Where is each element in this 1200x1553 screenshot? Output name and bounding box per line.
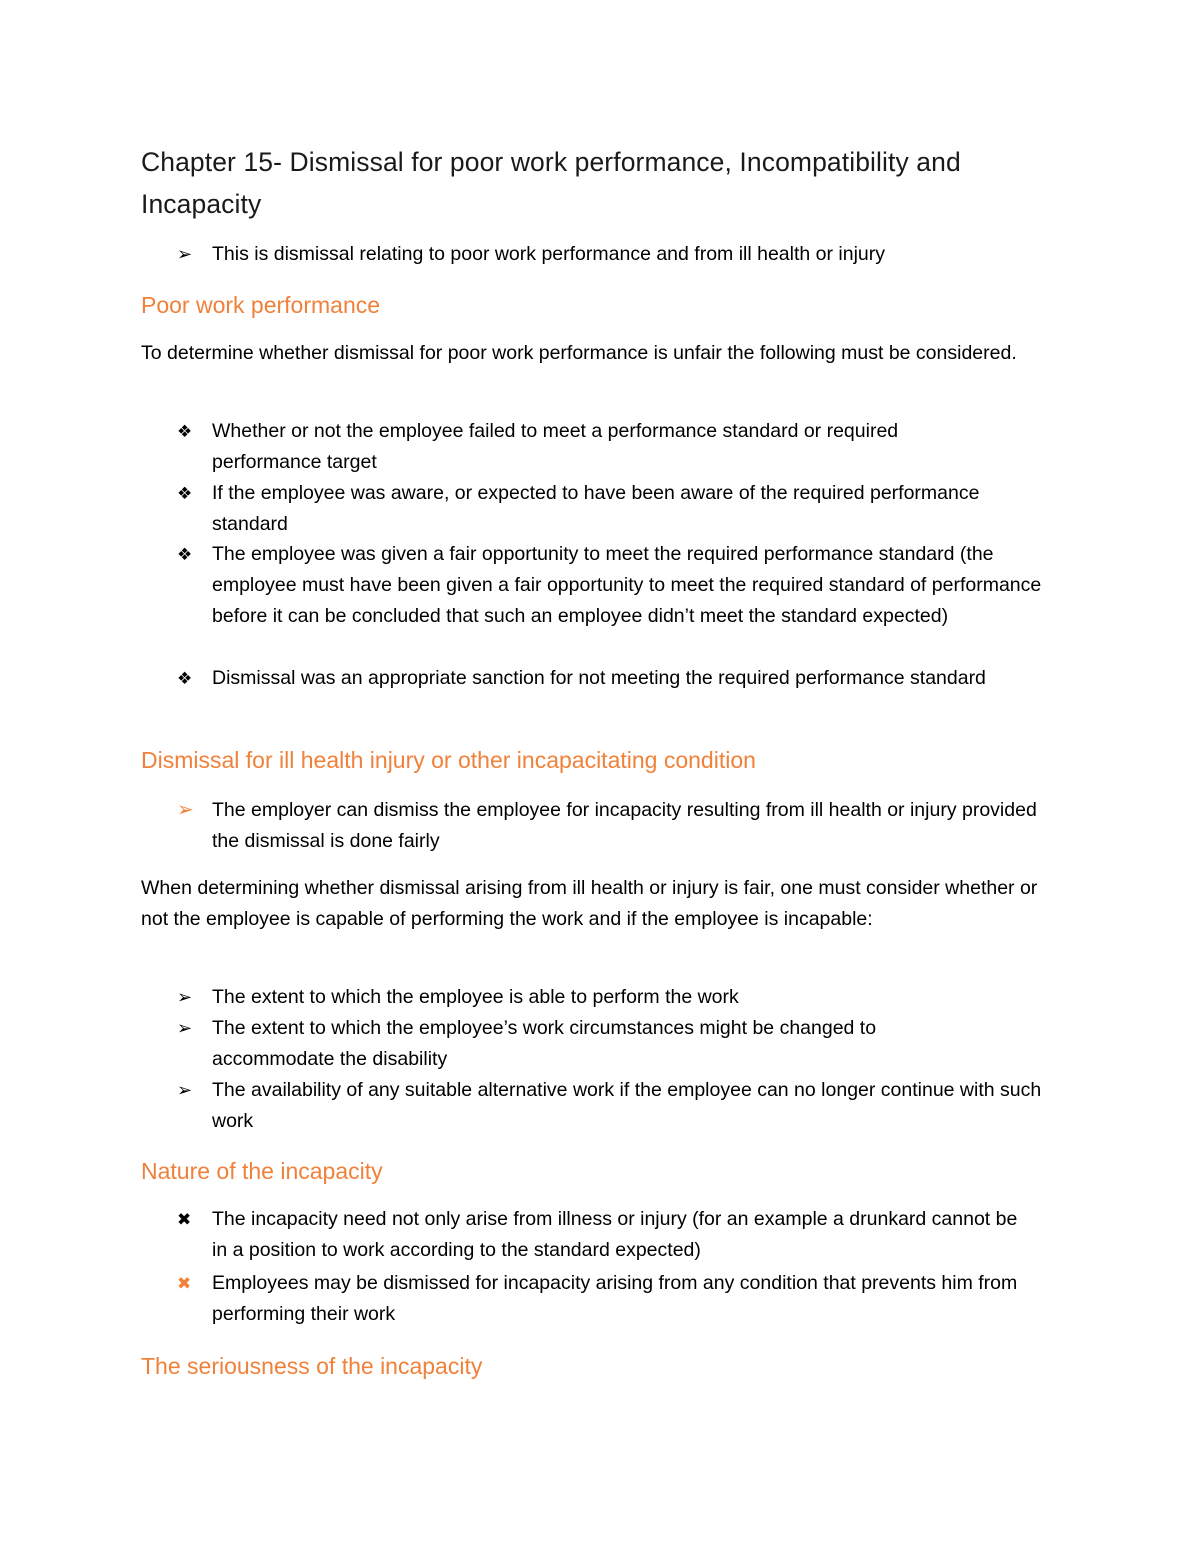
list-item-text: The employer can dismiss the employee for incapacity resulting from ill health or injury provided the dismissal is done fairly [212, 799, 1037, 852]
page-title: Chapter 15- Dismissal for poor work performance, Incompatibility and Incapacity [141, 147, 961, 219]
list-item-text: Dismissal was an appropriate sanction for not meeting the required performance standard [212, 667, 986, 689]
arrow-bullet-icon: ➢ [177, 1080, 193, 1100]
section-heading-seriousness: The seriousness of the incapacity [141, 1353, 483, 1379]
list-item-text: The extent to which the employee’s work circumstances might be changed to accommodate the disability [212, 1017, 877, 1070]
list-item [141, 1075, 1081, 1137]
list-item-text: Employees may be dismissed for incapacity arising from any condition that prevents him from performing their work [212, 1272, 1018, 1325]
list-item [141, 795, 1081, 857]
arrow-bullet-icon: ➢ [177, 1018, 193, 1038]
list-item [141, 1013, 1081, 1075]
arrow-bullet-icon: ➢ [177, 244, 193, 264]
list-item-text: The availability of any suitable alternative work if the employee can no longer continue with such work [212, 1079, 1042, 1132]
list-item [141, 1204, 1081, 1266]
section-heading-ill-health: Dismissal for ill health injury or other incapacitating condition [141, 747, 756, 773]
cross-bullet-icon: ✖ [177, 1210, 192, 1229]
paragraph: To determine whether dismissal for poor work performance is unfair the following must be considered. [141, 342, 1017, 364]
list-item [141, 539, 1081, 632]
list-item [141, 982, 1081, 1013]
list-item [141, 663, 1081, 694]
diamond-bullet-icon: ❖ [177, 422, 193, 441]
cross-bullet-icon: ✖ [177, 1274, 192, 1293]
section-heading-poor-work: Poor work performance [141, 292, 381, 318]
arrow-bullet-icon: ➢ [177, 987, 193, 1007]
diamond-bullet-icon: ❖ [177, 669, 193, 688]
list-item-text: The extent to which the employee is able to perform the work [212, 986, 739, 1008]
list-item-text: The employee was given a fair opportunity to meet the required performance standard (the employee must have been given a fair opportunity to meet the required standard of performance before it can be concluded that such an employee didn’t meet the standard expected) [212, 543, 1042, 627]
list-item [141, 1268, 1081, 1330]
list-item [141, 478, 1081, 540]
section-heading-nature: Nature of the incapacity [141, 1158, 383, 1184]
list-item-text: If the employee was aware, or expected to have been aware of the required performance standard [212, 482, 980, 535]
list-item-text: Whether or not the employee failed to meet a performance standard or required performance target [212, 420, 899, 473]
paragraph: When determining whether dismissal arising from ill health or injury is fair, one must consider whether or not the employee is capable of performing the work and if the employee is incapable: [141, 877, 1038, 930]
diamond-bullet-icon: ❖ [177, 545, 193, 564]
arrow-bullet-icon: ➢ [177, 799, 194, 821]
list-item [141, 416, 1081, 478]
list-item [141, 239, 1081, 270]
list-item-text: The incapacity need not only arise from illness or injury (for an example a drunkard cannot be in a position to work according to the standard expected) [212, 1208, 1018, 1261]
diamond-bullet-icon: ❖ [177, 484, 193, 503]
list-item-text: This is dismissal relating to poor work performance and from ill health or injury [212, 243, 886, 265]
